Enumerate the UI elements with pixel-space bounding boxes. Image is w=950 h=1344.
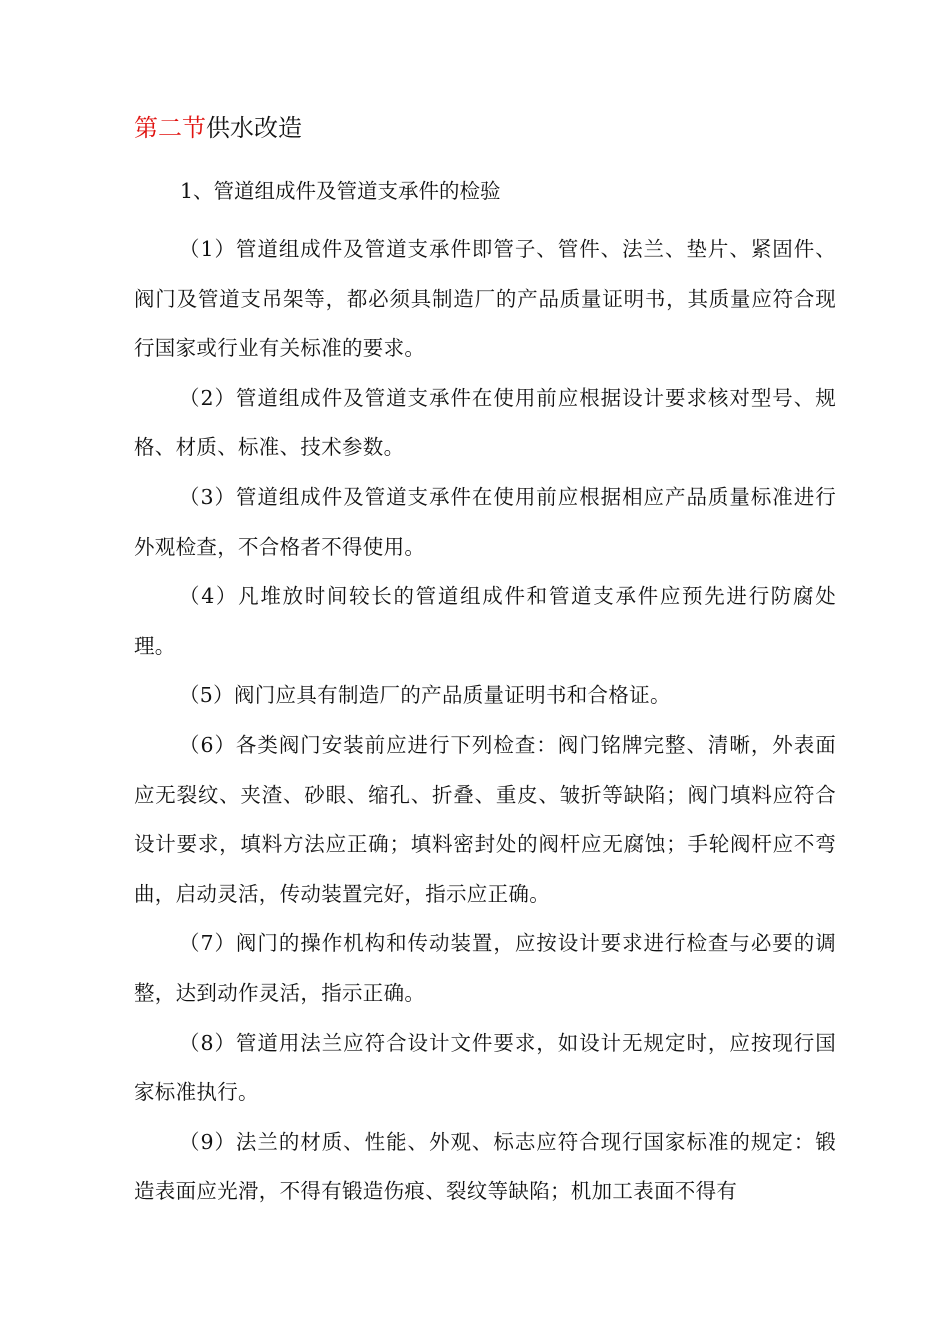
paragraph-9: （9）法兰的材质、性能、外观、标志应符合现行国家标准的规定：锻造表面应光滑，不得有锻造伤痕、裂纹等缺陷；机加工表面不得有 (134, 1129, 836, 1204)
paragraph-7: （7）阀门的操作机构和传动装置，应按设计要求进行检查与必要的调整，达到动作灵活，指示正确。 (134, 931, 836, 1005)
body-text (134, 225, 836, 1217)
subsection-heading: 1、管道组成件及管道支承件的检验 (180, 179, 501, 203)
paragraph-3: （3）管道组成件及管道支承件在使用前应根据相应产品质量标准进行外观检查，不合格者不得使用。 (134, 484, 836, 559)
paragraph-5: （5）阀门应具有制造厂的产品质量证明书和合格证。 (179, 683, 671, 708)
section-number: 第二节 (134, 114, 206, 142)
paragraph-1: （1）管道组成件及管道支承件即管子、管件、法兰、垫片、紧固件、阀门及管道支吊架等，都必须具制造厂的产品质量证明书，其质量应符合现行国家或行业有关标准的要求。 (134, 237, 836, 361)
paragraph-6: （6）各类阀门安装前应进行下列检查：阀门铭牌完整、清晰，外表面应无裂纹、夹渣、砂眼、缩孔、折叠、重皮、皱折等缺陷；阀门填料应符合设计要求，填料方法应正确；填料密封处的阀杆应无腐蚀；手轮阀杆应不弯曲，启动灵活，传动装置完好，指示应正确。 (134, 732, 836, 906)
paragraph-2: （2）管道组成件及管道支承件在使用前应根据设计要求核对型号、规格、材质、标准、技术参数。 (134, 385, 836, 460)
paragraph-4: （4）凡堆放时间较长的管道组成件和管道支承件应预先进行防腐处理。 (134, 584, 836, 658)
paragraph-8: （8）管道用法兰应符合设计文件要求，如设计无规定时，应按现行国家标准执行。 (134, 1030, 836, 1105)
section-heading (134, 112, 302, 144)
section-title: 供水改造 (206, 114, 302, 142)
